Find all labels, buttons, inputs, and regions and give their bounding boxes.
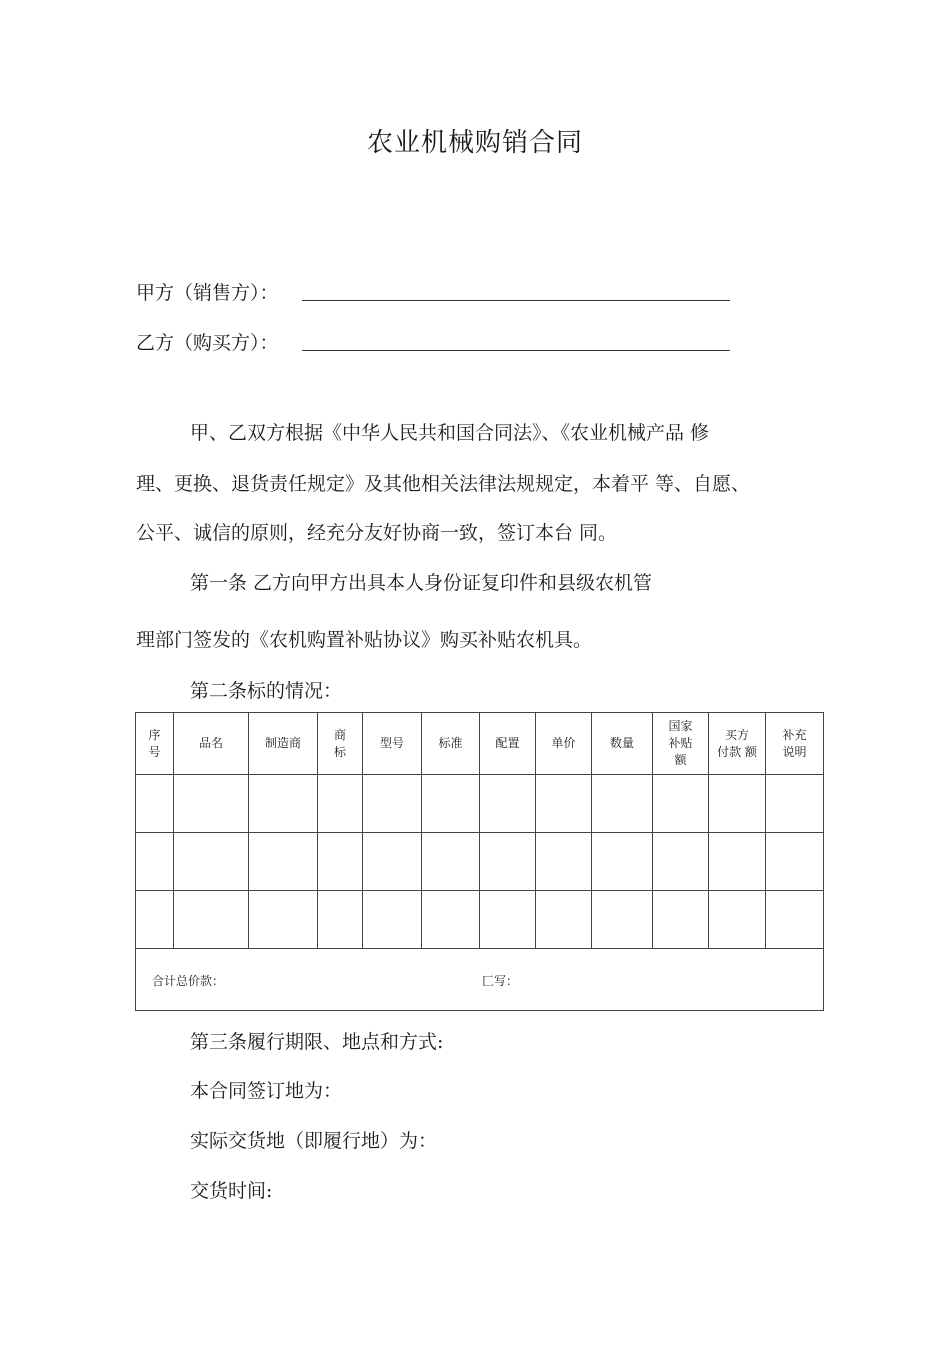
table-cell <box>136 833 174 891</box>
table-cell <box>480 833 536 891</box>
table-cell <box>480 891 536 949</box>
table-total-cell <box>136 949 824 1011</box>
table-header-cell <box>318 713 363 775</box>
header-text: 品名 <box>198 736 223 750</box>
header-text: 单价 <box>551 736 576 750</box>
table-header-row <box>136 713 824 775</box>
party-b-blank <box>302 350 730 351</box>
intro-line-1: 甲、乙双方根据《中华人民共和国合同法》、《农业机械产品 修 <box>190 422 710 444</box>
header-text: 商 <box>333 727 346 742</box>
intro-line-3: 公平、诚信的原则，经充分友好协商一致，签订本台 同。 <box>136 522 618 544</box>
table-row <box>136 891 824 949</box>
table-cell <box>592 775 653 833</box>
header-text: 数量 <box>609 736 634 750</box>
table-header-cell <box>136 713 174 775</box>
table-cell <box>536 775 592 833</box>
table-cell <box>363 775 422 833</box>
table-cell <box>249 833 318 891</box>
table-cell <box>174 891 249 949</box>
header-text: 配置 <box>495 736 520 750</box>
table-cell <box>318 775 363 833</box>
table-cell <box>766 833 824 891</box>
table-row <box>136 833 824 891</box>
table-cell <box>709 891 766 949</box>
table-cell <box>766 775 824 833</box>
table-cell <box>422 833 480 891</box>
table-cell <box>536 891 592 949</box>
table-row <box>136 775 824 833</box>
article2-heading: 第二条标的情况： <box>190 680 343 702</box>
intro-line-2: 理、更换、退货责任规定》及其他相关法律法规规定，本着平 等、自愿、 <box>136 473 751 495</box>
total-price-label: 合计总价款： <box>152 974 225 988</box>
table-header-cell <box>536 713 592 775</box>
table-cell <box>363 891 422 949</box>
article3-heading: 第三条履行期限、地点和方式: <box>190 1031 444 1053</box>
header-text: 说明 <box>782 744 807 759</box>
table-cell <box>592 833 653 891</box>
header-text: 补充 <box>782 727 807 742</box>
table-header-cell <box>363 713 422 775</box>
table-cell <box>318 833 363 891</box>
header-text: 买方 <box>724 727 749 742</box>
header-text: 标准 <box>438 736 463 750</box>
table-cell <box>136 891 174 949</box>
total-in-words-label: 匚写： <box>482 974 519 988</box>
article1-line-1: 第一条 乙方向甲方出具本人身份证复印件和县级农机管 <box>190 572 653 594</box>
contract-title: 农业机械购销合同 <box>366 128 583 158</box>
party-b-label: 乙方（购买方）： <box>136 332 279 354</box>
table-total-row <box>136 949 824 1011</box>
table-cell <box>709 833 766 891</box>
header-text: 标 <box>333 744 346 759</box>
header-text: 型号 <box>379 736 404 750</box>
table-cell <box>249 775 318 833</box>
party-a-line <box>136 278 279 305</box>
table-cell <box>709 775 766 833</box>
table-cell <box>136 775 174 833</box>
table-cell <box>536 833 592 891</box>
header-text: 付款 额 <box>717 744 757 759</box>
table-cell <box>422 775 480 833</box>
party-a-blank <box>302 300 730 301</box>
table-cell <box>422 891 480 949</box>
party-b-line <box>136 328 279 355</box>
table-cell <box>174 833 249 891</box>
header-text: 制造商 <box>264 736 301 750</box>
table-header-cell <box>174 713 249 775</box>
table-header-cell <box>653 713 709 775</box>
table-header-cell <box>422 713 480 775</box>
header-text: 号 <box>148 744 161 759</box>
header-text: 序 <box>148 727 161 742</box>
header-text: 额 <box>674 753 687 767</box>
table-cell <box>653 775 709 833</box>
table-cell <box>480 775 536 833</box>
sign-place-label: 本合同签订地为： <box>190 1080 343 1102</box>
party-a-label: 甲方（销售方）： <box>136 282 279 304</box>
table-cell <box>318 891 363 949</box>
table-cell <box>249 891 318 949</box>
table-header-cell <box>480 713 536 775</box>
goods-table <box>135 712 824 1011</box>
table-cell <box>174 775 249 833</box>
table-body <box>136 775 824 949</box>
delivery-time-label: 交货时间: <box>190 1180 273 1202</box>
table-cell <box>592 891 653 949</box>
table-header-cell <box>249 713 318 775</box>
table-header-cell <box>766 713 824 775</box>
table-cell <box>363 833 422 891</box>
header-text: 国家 <box>668 719 693 733</box>
delivery-place-label: 实际交货地（即履行地）为： <box>190 1130 438 1152</box>
table-header-cell <box>709 713 766 775</box>
table-cell <box>653 833 709 891</box>
header-text: 补贴 <box>668 736 693 750</box>
table-cell <box>766 891 824 949</box>
table-cell <box>653 891 709 949</box>
table-header-cell <box>592 713 653 775</box>
article1-line-2: 理部门签发的《农机购置补贴协议》购买补贴农机具。 <box>136 629 593 651</box>
